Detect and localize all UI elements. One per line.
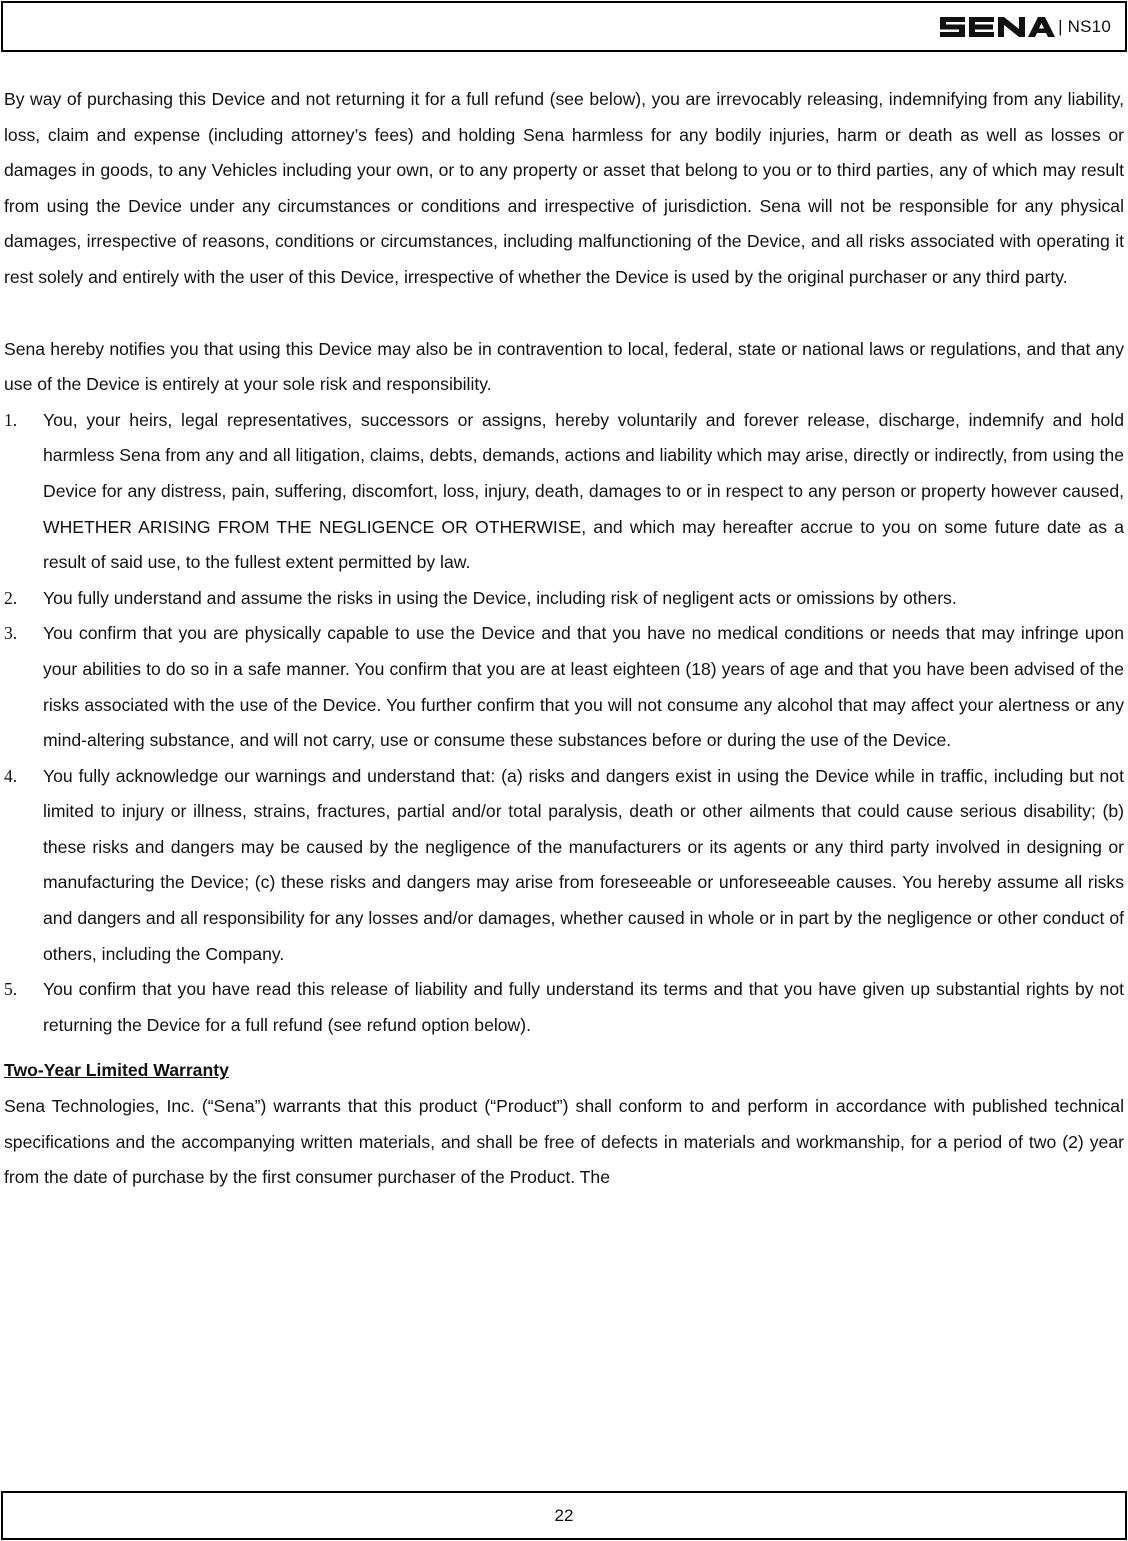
warranty-paragraph: Sena Technologies, Inc. (“Sena”) warrants that this product (“Product”) shall conform to and perform in accordance with published technical specifications and the accompanying written materials, and shall be free of defects in materials and workmanship, for a period of two (2) year from the date of purchase by the first consumer purchaser of the Product. The [4,1096,1124,1188]
sena-logo [938,15,1056,39]
document-body [4,82,1124,1196]
page-footer [1,1491,1127,1540]
warranty-heading: Two-Year Limited Warranty [4,1060,229,1081]
page-header [1,1,1127,52]
list-item: 3. You confirm that you are physically capable to use the Device and that you have no medical conditions or needs that may infringe upon your abilities to do so in a safe manner. You confirm that you are at least eighteen (18) years of age and that you have been advised of the risks associated with the use of the Device. You further confirm that you will not consume any alcohol that may affect your alertness or any mind-altering substance, and will not carry, use or consume these substances before or during the use of the Device. [4,623,1124,751]
release-list [4,403,1124,1044]
model-label: | NS10 [1058,17,1111,36]
list-item: 1. You, your heirs, legal representatives, successors or assigns, hereby voluntarily and forever release, discharge, indemnify and hold harmless Sena from any and all litigation, claims, debts, demands, actions and liability which may arise, directly or indirectly, from using the Device for any distress, pain, suffering, discomfort, loss, injury, death, damages to or in respect to any person or property however caused, WHETHER ARISING FROM THE NEGLIGENCE OR OTHERWISE, and which may hereafter accrue to you on some future date as a result of said use, to the fullest extent permitted by law. [4,409,1124,573]
list-item: 2. You fully understand and assume the risks in using the Device, including risk of negligent acts or omissions by others. [4,587,957,608]
list-item: 4. You fully acknowledge our warnings and understand that: (a) risks and dangers exist in using the Device while in traffic, including but not limited to injury or illness, strains, fractures, partial and/or total paralysis, death or other ailments that could cause serious disability; (b) these risks and dangers may be caused by the negligence of the manufacturers or its agents or any third party involved in designing or manufacturing the Device; (c) these risks and dangers may arise from foreseeable or unforeseeable causes. You hereby assume all risks and dangers and all responsibility for any losses and/or damages, whether caused in whole or in part by the negligence or other conduct of others, including the Company. [4,765,1124,964]
page-number: 22 [554,1505,574,1525]
header-branding [938,13,1111,41]
notice-paragraph: Sena hereby notifies you that using this Device may also be in contravention to local, federal, state or national laws or regulations, and that any use of the Device is entirely at your sole risk and responsibility. [4,338,1124,395]
release-paragraph: By way of purchasing this Device and not returning it for a full refund (see below), you are irrevocably releasing, indemnifying from any liability, loss, claim and expense (including attorney’s fees) and holding Sena harmless for any bodily injuries, harm or death as well as losses or damages in goods, to any Vehicles including your own, or to any property or asset that belong to you or to third parties, any of which may result from using the Device under any circumstances or conditions and irrespective of jurisdiction. Sena will not be responsible for any physical damages, irrespective of reasons, conditions or circumstances, including malfunctioning of the Device, and all risks associated with operating it rest solely and entirely with the user of this Device, irrespective of whether the Device is used by the original purchaser or any third party. [4,89,1124,287]
list-item: 5. You confirm that you have read this release of liability and fully understand its terms and that you have given up substantial rights by not returning the Device for a full refund (see refund option below). [4,979,1124,1035]
